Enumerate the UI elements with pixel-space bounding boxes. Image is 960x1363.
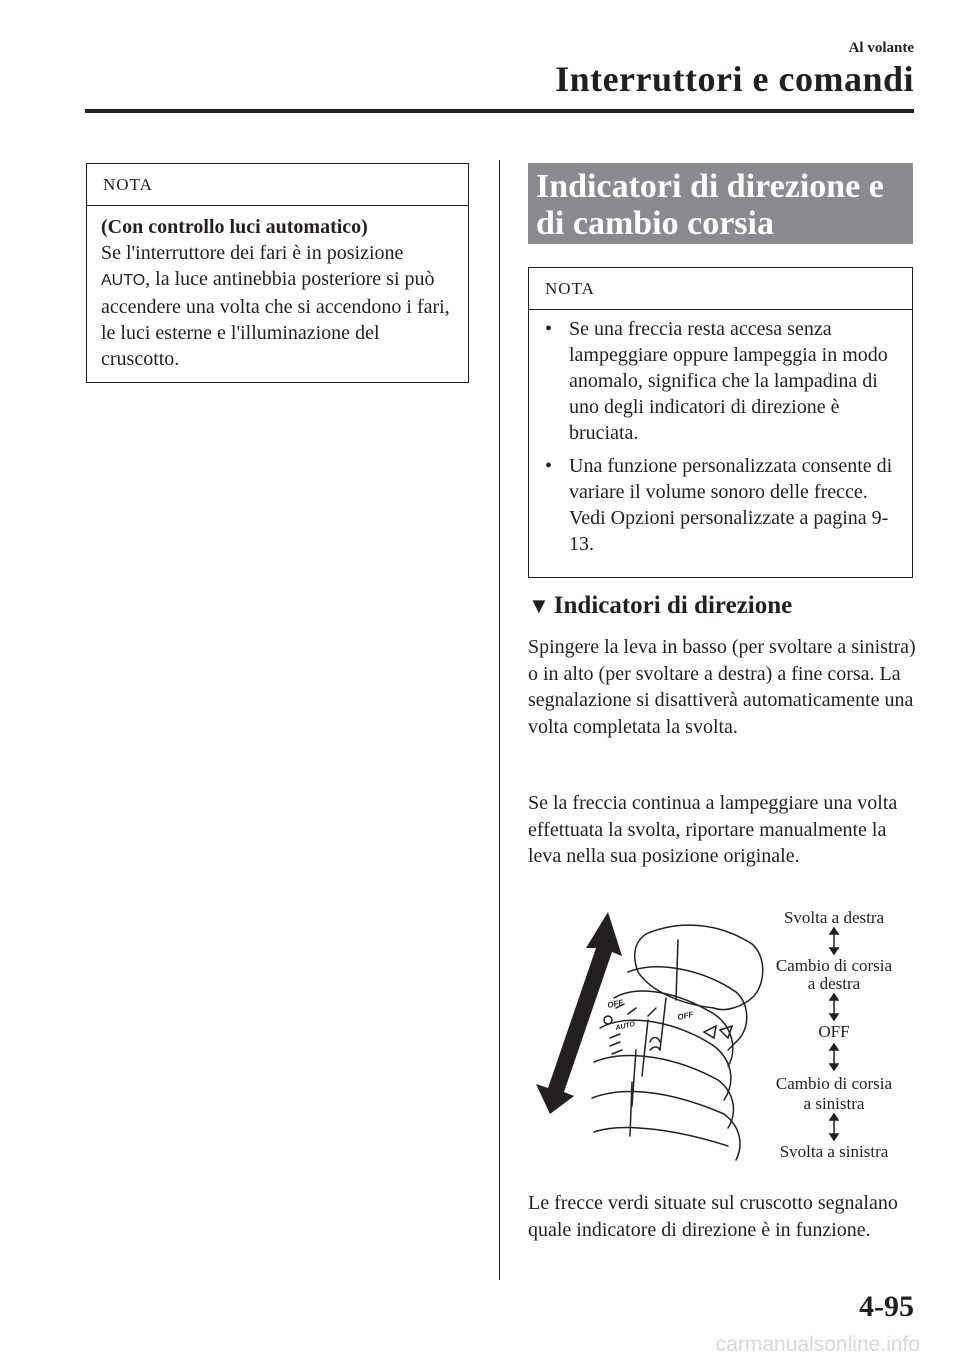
- bullet-reference: Vedi Opzioni personalizzate a pagina 9-13.: [569, 507, 889, 555]
- up-down-arrow-icon: [536, 912, 622, 1114]
- note-bullet: [543, 453, 900, 557]
- body-paragraph: Spingere la leva in basso (per svoltare a sinistra) o in alto (per svoltare a destra) a fine corsa. La segnalazione si disattiverà automaticamente una volta completata la svolta.: [528, 636, 916, 738]
- lever-mark-auto: AUTO: [614, 1021, 636, 1032]
- watermark: carmanualsonline.info: [715, 1333, 920, 1356]
- bullet-symbol: •: [545, 455, 553, 477]
- label-lane-change-right-line1: Cambio di corsia: [775, 956, 893, 975]
- bullet-text: Se una freccia resta accesa senza lampeggiare oppure lampeggia in modo anomalo, significa che la lampadina di uno degli indicatori di direzione è bruciata.: [569, 318, 888, 444]
- turn-signal-lever-figure: [528, 900, 918, 1170]
- lever-mark-off-1: OFF: [606, 997, 625, 1010]
- running-header-title: Interruttori e comandi: [555, 59, 914, 99]
- label-lane-change-right-line2: a destra: [807, 974, 861, 993]
- note-bullet: [543, 316, 900, 446]
- bullet-symbol: •: [545, 318, 553, 340]
- label-left-turn: Svolta a sinistra: [779, 1142, 889, 1161]
- body-paragraph: Se la freccia continua a lampeggiare una volta effettuata la svolta, riportare manualmente la leva nella sua posizione originale.: [528, 792, 898, 867]
- note-box-auto-lights: [86, 163, 469, 383]
- note-heading: NOTA: [87, 164, 468, 206]
- page-number: 4-95: [859, 1290, 914, 1323]
- label-right-turn: Svolta a destra: [783, 908, 885, 927]
- lever-stack-icon: [592, 925, 763, 1160]
- note-body: [87, 206, 468, 382]
- subsection-heading: [528, 592, 792, 620]
- subsection-marker-icon: ▼: [528, 593, 550, 618]
- note-heading: NOTA: [529, 268, 912, 310]
- label-off: OFF: [818, 1022, 850, 1041]
- header-rule: [85, 109, 914, 113]
- section-title: Indicatori di direzione e di cambio corsia: [528, 163, 913, 244]
- body-paragraph: Le frecce verdi situate sul cruscotto segnalano quale indicatore di direzione è in funzione.: [528, 1192, 898, 1241]
- auto-position-label: AUTO: [101, 272, 146, 289]
- note-box-turn-signals: [528, 267, 913, 578]
- subsection-title: Indicatori di direzione: [553, 592, 793, 619]
- note-condition: (Con controllo luci automatico): [101, 216, 368, 238]
- label-lane-change-left-line2: a sinistra: [803, 1094, 865, 1113]
- lever-mark-off-2: OFF: [676, 1009, 695, 1022]
- note-text: [101, 240, 454, 372]
- column-divider: [499, 160, 500, 1280]
- note-text-a: Se l'interruttore dei fari è in posizione: [101, 242, 404, 264]
- label-lane-change-left-line1: Cambio di corsia: [775, 1074, 893, 1093]
- running-header-section: Al volante: [848, 40, 914, 56]
- bullet-text: Una funzione personalizzata consente di variare il volume sonoro delle frecce.: [569, 455, 893, 503]
- note-body: [529, 310, 912, 572]
- note-text-b: , la luce antinebbia posteriore si può accendere una volta che si accendono i fari, le luci esterne e l'illuminazione del cruscotto.: [101, 268, 450, 370]
